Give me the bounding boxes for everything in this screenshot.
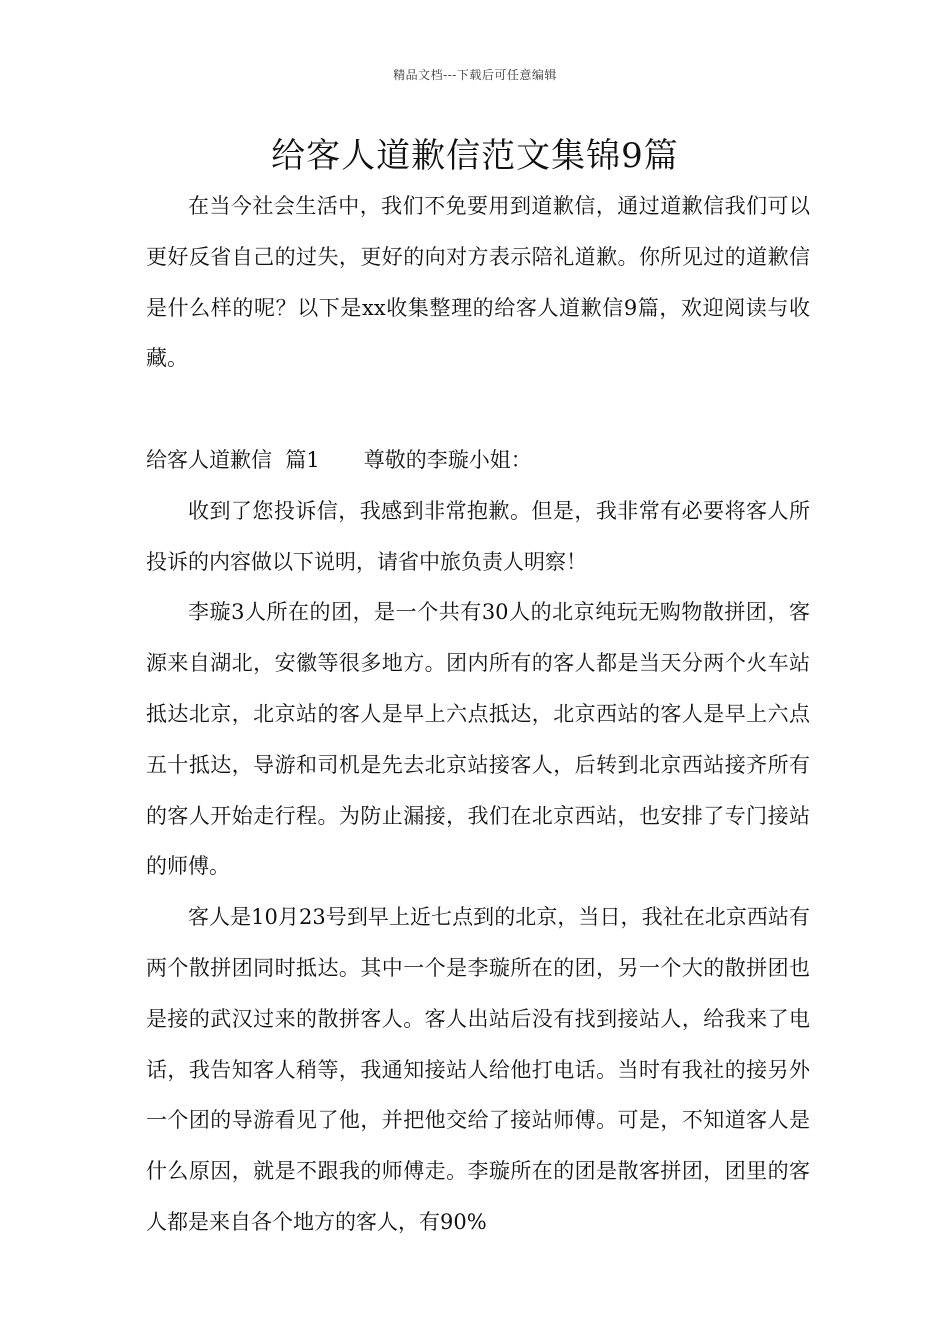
body-paragraph-1: 收到了您投诉信，我感到非常抱歉。但是，我非常有必要将客人所投诉的内容做以下说明，请省中旅负责人明察！ (146, 498, 810, 574)
body-paragraph-2: 李璇3人所在的团，是一个共有30人的北京纯玩无购物散拼团，客源来自湖北，安徽等很多地方。团内所有的客人都是当天分两个火车站抵达北京，北京站的客人是早上六点抵达，北京西站的客人是早上六点五十抵达，导游和司机是先去北京站接客人，后转到北京西站接齐所有的客人开始走行程。为防止漏接，我们在北京西站，也安排了专门接站的师傅。 (146, 600, 810, 879)
section-heading: 给客人道歉信 篇1 (146, 447, 320, 472)
section-heading-line (146, 435, 810, 486)
intro-paragraph: 在当今社会生活中，我们不免要用到道歉信，通过道歉信我们可以更好反省自己的过失，更好的向对方表示陪礼道歉。你所见过的道歉信是什么样的呢？以下是xx收集整理的给客人道歉信9篇，欢迎阅读与收藏。 (146, 194, 810, 371)
salutation: 尊敬的李璇小姐： (363, 447, 532, 472)
document-body (146, 181, 810, 1248)
header-note: 精品文档---下载后可任意编辑 (393, 68, 557, 82)
document-title: 给客人道歉信范文集锦9篇 (271, 136, 679, 176)
body-paragraph-3: 客人是10月23号到早上近七点到的北京，当日，我社在北京西站有两个散拼团同时抵达。其中一个是李璇所在的团，另一个大的散拼团也是接的武汉过来的散拼客人。客人出站后没有找到接站人，给我来了电话，我告知客人稍等，我通知接站人给他打电话。当时有我社的接另外一个团的导游看见了他，并把他交给了接站师傅。可是，不知道客人是什么原因，就是不跟我的师傅走。李璇所在的团是散客拼团，团里的客人都是来自各个地方的客人，有90% (146, 905, 810, 1234)
